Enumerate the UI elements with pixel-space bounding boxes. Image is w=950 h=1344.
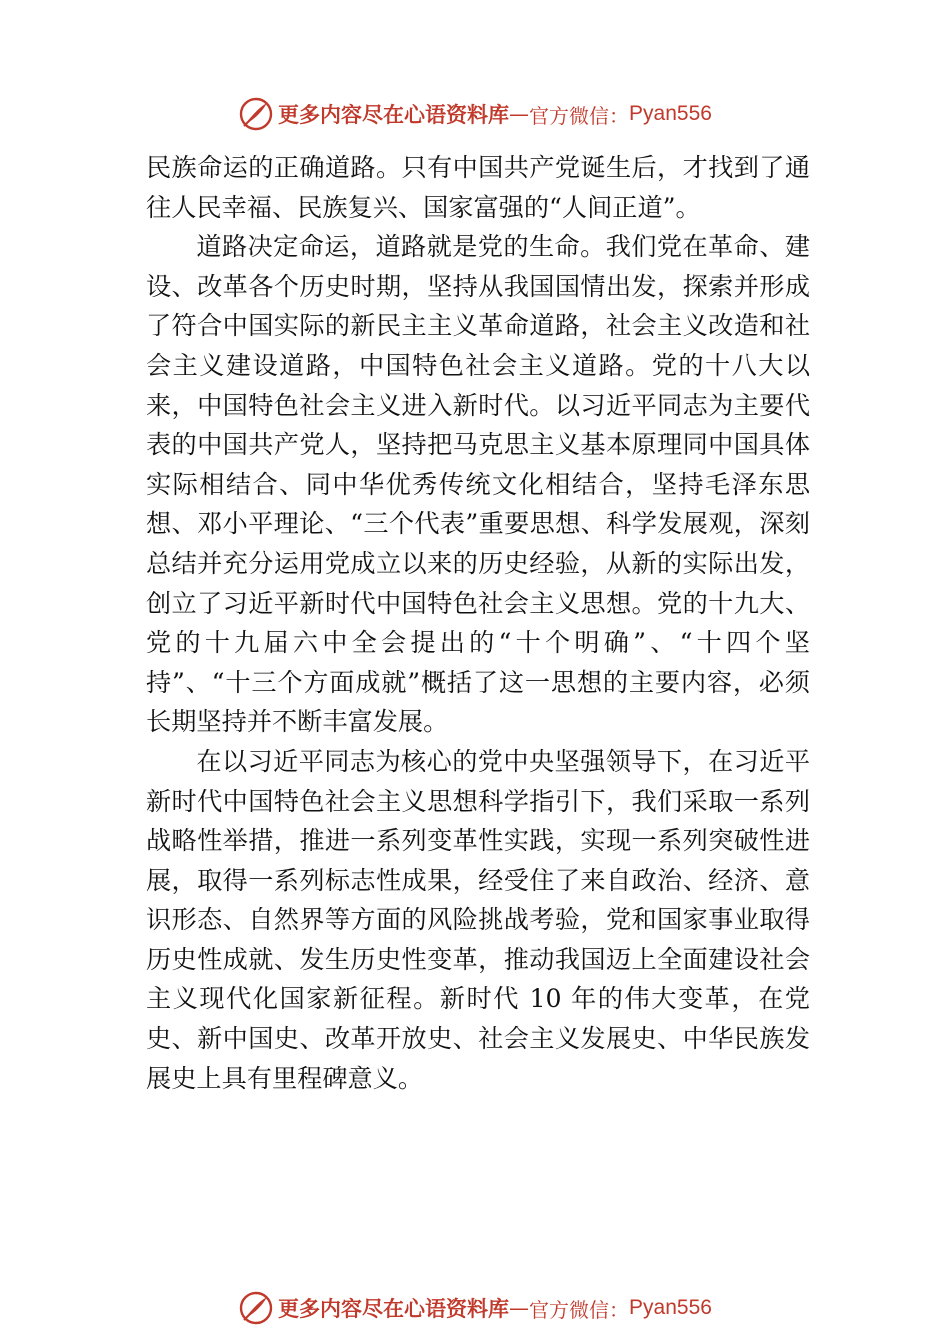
feather-pen-logo-icon [238,1290,274,1326]
banner-site-name: 更多内容尽在心语资料库 [278,102,510,127]
paragraph: 在以习近平同志为核心的党中央坚强领导下，在习近平新时代中国特色社会主义思想科学指引下，我们采取一系列战略性举措，推进一系列变革性实践，实现一系列突破性进展，取得一系列标志性成果，经受住了来自政治、经济、意识形态、自然界等方面的风险挑战考验，党和国家事业取得历史性成就、发生历史性变革，推动我国迈上全面建设社会主义现代化国家新征程。新时代 10 年的伟大变革，在党史、新中国史、改革开放史、社会主义发展史、中华民族发展史上具有里程碑意义。 [146,746,810,1093]
feather-pen-logo-icon [238,96,274,132]
footer-banner [0,1286,950,1330]
banner-site-name: 更多内容尽在心语资料库 [278,1296,510,1321]
paragraph: 道路决定命运，道路就是党的生命。我们党在革命、建设、改革各个历史时期，坚持从我国国情出发，探索并形成了符合中国实际的新民主主义革命道路，社会主义改造和社会主义建设道路，中国特色社会主义道路。党的十八大以来，中国特色社会主义进入新时代。以习近平同志为主要代表的中国共产党人，坚持把马克思主义基本原理同中国具体实际相结合、同中华优秀传统文化相结合，坚持毛泽东思想、邓小平理论、“三个代表”重要思想、科学发展观，深刻总结并充分运用党成立以来的历史经验，从新的实际出发，创立了习近平新时代中国特色社会主义思想。党的十九大、党的十九届六中全会提出的“十个明确”、“十四个坚持”、“十三个方面成就”概括了这一思想的主要内容，必须长期坚持并不断丰富发展。 [146,232,810,737]
banner-separator: — [509,1296,530,1320]
document-body [146,148,810,1098]
banner-wechat-label: 官方微信： [529,103,630,128]
banner-wechat-id: Pyan556 [629,1296,712,1319]
banner-wechat-id: Pyan556 [629,102,712,125]
banner-separator: — [509,102,530,126]
banner-wechat-label: 官方微信： [529,1297,630,1322]
paragraph: 民族命运的正确道路。只有中国共产党诞生后，才找到了通往人民幸福、民族复兴、国家富强的“人间正道”。 [146,153,810,222]
header-banner [0,92,950,136]
